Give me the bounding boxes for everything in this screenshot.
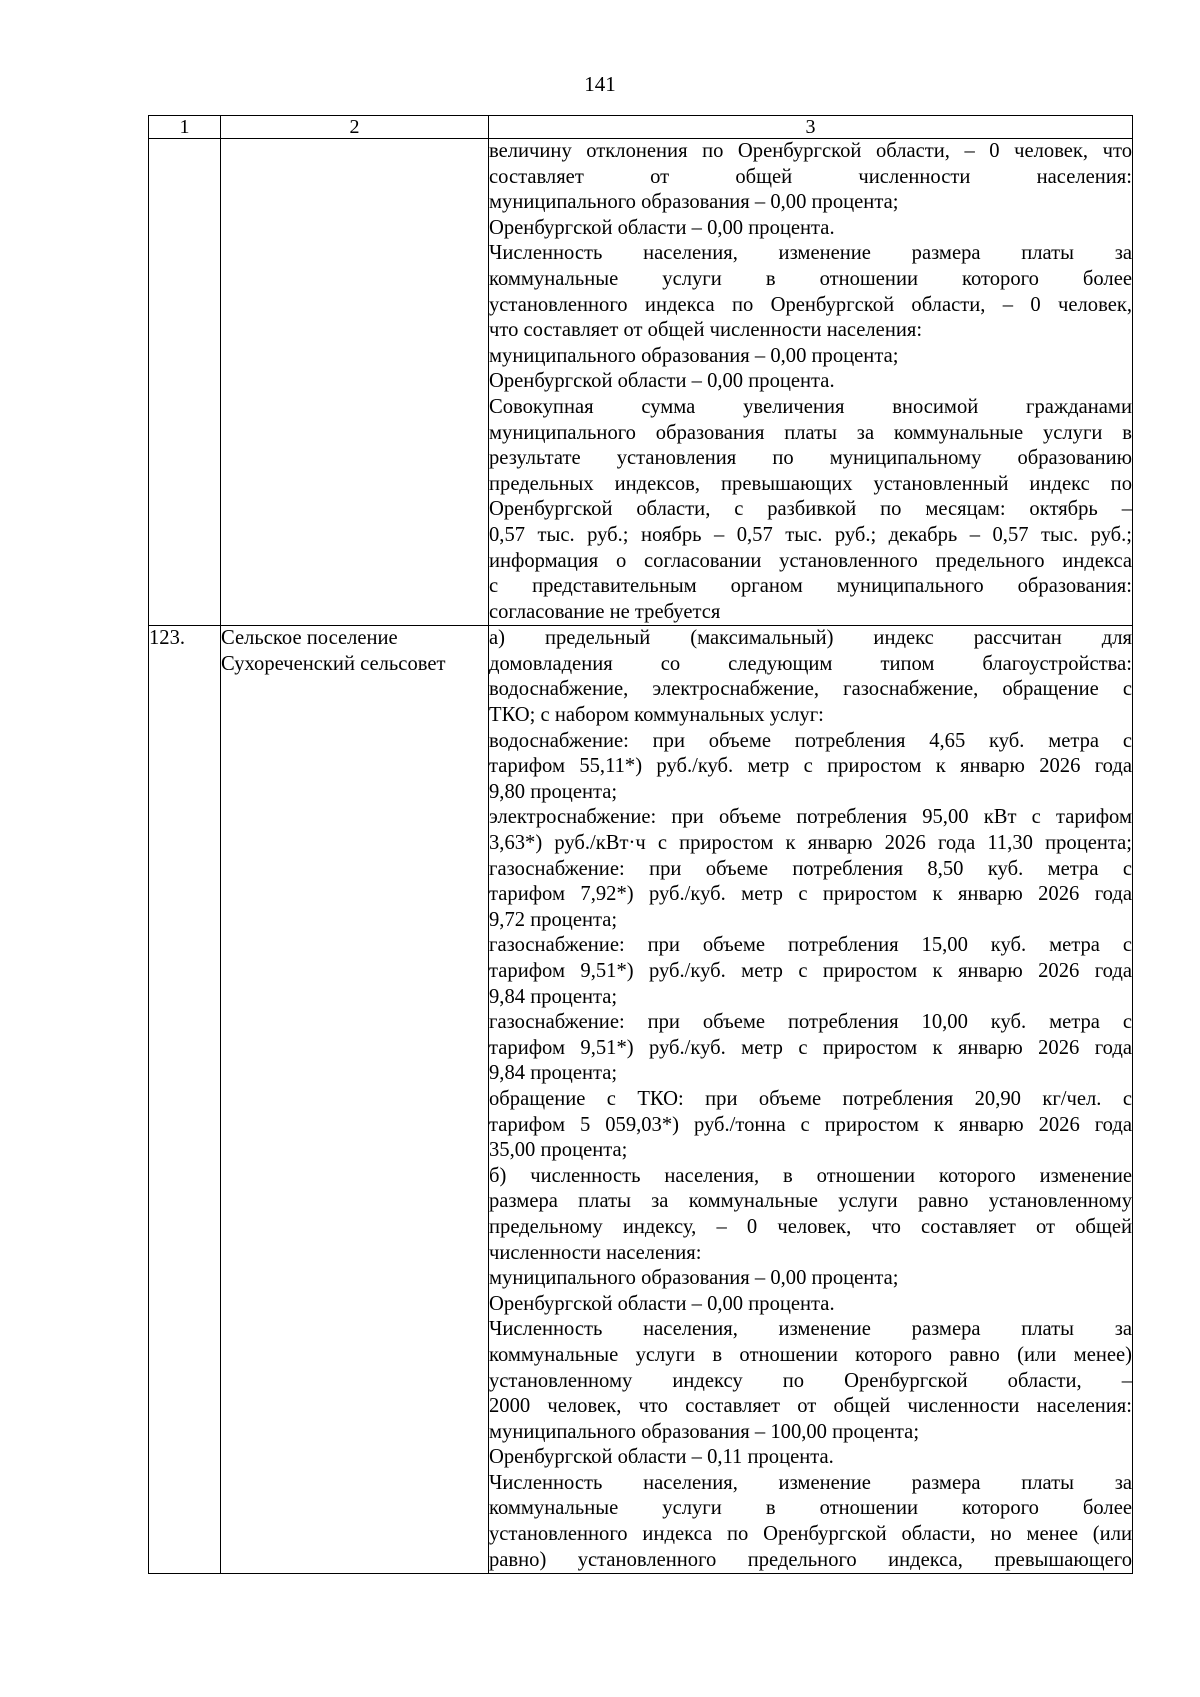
row-123-text-line: ТКО; с набором коммунальных услуг: (489, 704, 824, 727)
continuation-text-line: Оренбургской области – 0,00 процента. (489, 216, 835, 239)
continuation-text-line: Оренбургской области – 0,00 процента. (489, 370, 835, 393)
row-123-text-line: 9,84 процента; (489, 1062, 618, 1085)
row-123-text-line: тарифом 5 059,03*) руб./тонна с приростом к январю 2026 года (489, 1113, 1132, 1136)
row-123-text-line: численности населения: (489, 1241, 702, 1264)
continuation-text-line: результате установления по муниципальному образованию (489, 447, 1132, 470)
continuation-text-line: Оренбургской области, с разбивкой по месяцам: октябрь – (489, 498, 1132, 521)
row-123-text-line: размера платы за коммунальные услуги равно установленному (489, 1190, 1132, 1213)
row-123-text-line: тарифом 7,92*) руб./куб. метр с приростом к январю 2026 года (489, 883, 1132, 906)
page-number: 141 (584, 72, 616, 96)
row-123-text-line: Оренбургской области – 0,00 процента. (489, 1292, 835, 1315)
row-123-text-line: установленному индексу по Оренбургской области, – (489, 1369, 1132, 1392)
row-123-text-line: муниципального образования – 0,00 процента; (489, 1267, 899, 1290)
continuation-text-line: Совокупная сумма увеличения вносимой гражданами (489, 395, 1132, 418)
row-123-text-line: Оренбургской области – 0,11 процента. (489, 1446, 834, 1469)
continuation-text-line: информация о согласовании установленного предельного индекса (489, 549, 1132, 572)
table-header-row (149, 116, 1133, 139)
row-123-text-line: установленного индекса по Оренбургской области, но менее (или (489, 1523, 1132, 1546)
continuation-text-line: установленного индекса по Оренбургской области, – 0 человек, (489, 293, 1132, 316)
continuation-number-cell (149, 139, 221, 626)
row-123-text-line: электроснабжение: при объеме потребления 95,00 кВт с тарифом (489, 806, 1132, 829)
row-123-text-line: 35,00 процента; (489, 1139, 628, 1162)
row-123-text-line: коммунальные услуги в отношении которого равно (или менее) (489, 1343, 1132, 1366)
row-123-text-line: тарифом 9,51*) руб./куб. метр с приростом к январю 2026 года (489, 960, 1132, 982)
row-123-text-line: Численность населения, изменение размера платы за (489, 1471, 1132, 1494)
continuation-text-line: составляет от общей численности населения: (489, 165, 1132, 188)
index-table (148, 115, 1133, 1574)
continuation-text-line: Численность населения, изменение размера платы за (489, 242, 1132, 265)
row-123-text-line: 9,80 процента; (489, 780, 618, 803)
continuation-text-line: предельных индексов, превышающих установленный индекс по (489, 472, 1132, 495)
table-row-123 (149, 626, 1133, 1574)
table-row-continuation (149, 139, 1133, 626)
row-123-text-line: 2000 человек, что составляет от общей численности населения: (489, 1395, 1132, 1418)
continuation-name-cell (221, 139, 489, 626)
row-123-description-cell (489, 626, 1133, 1574)
continuation-text-line: коммунальные услуги в отношении которого более (489, 267, 1132, 290)
municipality-name-line-2: Сухореченский сельсовет (221, 652, 446, 675)
continuation-text-line: величину отклонения по Оренбургской области, – 0 человек, что (489, 140, 1132, 162)
header-col-3: 3 (489, 116, 1133, 139)
row-123-text-line: газоснабжение: при объеме потребления 15,00 куб. метра с (489, 934, 1132, 957)
row-123-text-line: коммунальные услуги в отношении которого более (489, 1497, 1132, 1520)
row-123-text-line: водоснабжение: при объеме потребления 4,65 куб. метра с (489, 729, 1132, 752)
row-123-text-line: предельному индексу, – 0 человек, что составляет от общей (489, 1215, 1132, 1238)
row-123-text-line: Численность населения, изменение размера платы за (489, 1318, 1132, 1341)
row-number: 123. (149, 626, 221, 1574)
continuation-text-line: с представительным органом муниципального образования: (489, 575, 1132, 598)
continuation-text-line: 0,57 тыс. руб.; ноябрь – 0,57 тыс. руб.; декабрь – 0,57 тыс. руб.; (489, 523, 1132, 546)
municipality-name-line-1: Сельское поселение (221, 627, 398, 650)
header-col-1: 1 (149, 116, 221, 139)
continuation-text-line: что составляет от общей численности населения: (489, 319, 923, 342)
continuation-description-cell (489, 139, 1133, 626)
row-123-text-line: муниципального образования – 100,00 процента; (489, 1420, 920, 1443)
row-123-text-line: газоснабжение: при объеме потребления 10,00 куб. метра с (489, 1011, 1132, 1034)
continuation-text-line: муниципального образования платы за коммунальные услуги в (489, 421, 1132, 444)
header-col-2: 2 (221, 116, 489, 139)
municipality-name-cell (221, 626, 489, 1574)
row-123-text-line: 9,72 процента; (489, 908, 618, 931)
row-123-text-line: обращение с ТКО: при объеме потребления 20,90 кг/чел. с (489, 1087, 1132, 1110)
row-123-text-line: тарифом 9,51*) руб./куб. метр с приростом к январю 2026 года (489, 1036, 1132, 1059)
continuation-text-line: муниципального образования – 0,00 процента; (489, 191, 899, 214)
row-123-text-line: а) предельный (максимальный) индекс рассчитан для (489, 627, 1132, 650)
row-123-text-line: равно) установленного предельного индекса, превышающего (489, 1548, 1132, 1571)
row-123-text-line: 9,84 процента; (489, 985, 618, 1008)
row-123-text-line: тарифом 55,11*) руб./куб. метр с приростом к январю 2026 года (489, 755, 1132, 778)
row-123-text-line: б) численность населения, в отношении которого изменение (489, 1164, 1132, 1187)
row-123-text-line: водоснабжение, электроснабжение, газоснабжение, обращение с (489, 678, 1132, 701)
row-123-text-line: 3,63*) руб./кВт·ч с приростом к январю 2026 года 11,30 процента; (489, 832, 1132, 855)
continuation-text-line: муниципального образования – 0,00 процента; (489, 344, 899, 367)
row-123-text-line: газоснабжение: при объеме потребления 8,50 куб. метра с (489, 857, 1132, 880)
row-123-text-line: домовладения со следующим типом благоустройства: (489, 652, 1132, 675)
continuation-text-line: согласование не требуется (489, 600, 721, 623)
